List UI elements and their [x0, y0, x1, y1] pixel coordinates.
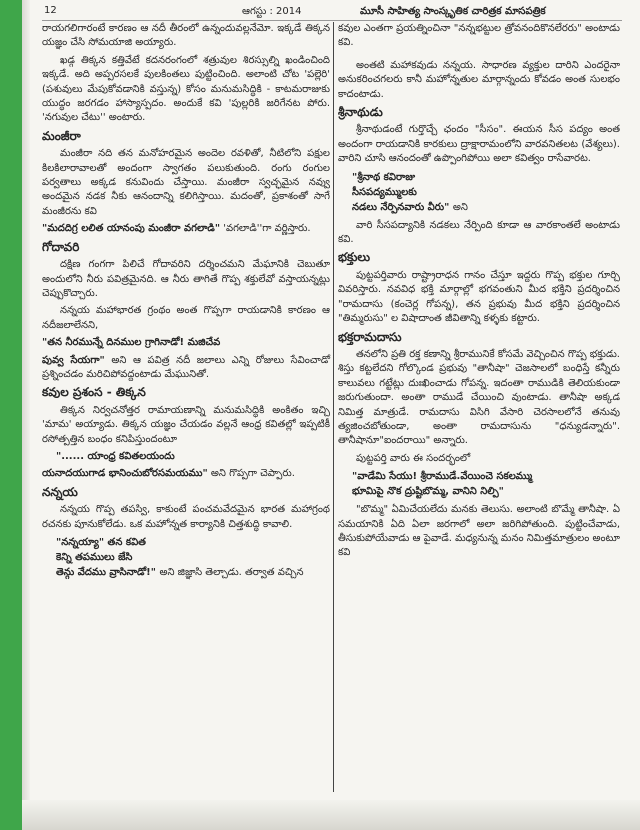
quote-line: "తన నీరమున్నే దినముల గ్రాగినాడో! మజిచేవ — [42, 337, 221, 349]
paragraph: "బొమ్మ" ఏమిచేయలేదు మనకు తెలుసు. అలాంటి బొమ్మే తానీషా. ఏ సమయానికి ఏది ఏలా జరగాలో అలా జరిగిపోతుంది. పుట్టించేవాడు, తీసుకుపోయేవాడు ఆ పైవాడే. మధ్యనున్న మనం నిమిత్తమాత్రులం అంటూ కవి — [338, 504, 620, 559]
quote-line: "...... యాంధ్ర కవితలయందు — [56, 450, 175, 462]
binding-edge — [22, 0, 30, 830]
issue-date: ఆగస్టు : 2014 — [242, 6, 302, 17]
section-heading-nannaya: నన్నయ — [42, 484, 78, 499]
quote-line — [42, 354, 330, 383]
poem-text: తెన్గు వేదము వ్రాసినాడో!" — [56, 567, 156, 578]
paragraph: పుట్టపర్తివారు రాష్ట్రారాధన గానం చేస్తూ ఇద్దరు గొప్ప భక్తుల గూర్చి వివరిస్తారు. నవవిధ భక్తి మార్గాల్లో భగవంతుని మీద భక్తిని ప్రదర్శించిన "రామదాసు (కంచెర్ల గోపన్న), తన ప్రభువు మీద భక్తిని ప్రదర్శించిన "తిమ్మరుసు" ల విషాదాంత జీవితాన్ని కళ్ళకు కట్టారు. — [338, 269, 620, 325]
poem-line: "శ్రీనాథ కవిరాజు — [352, 171, 416, 183]
paragraph: కవుల ఎంతగా ప్రయత్నించినా "నన్నభట్టుల త్రోవనందికొనలేరరు" అంటాడు కవి. — [338, 23, 620, 49]
poem-block — [352, 170, 620, 215]
paragraph: నన్నయ గొప్ప తపస్వి, కాకుంటే పంచమవేదమైన భారత మహాగ్రంథ రచనకు పూనుకోలేడు. ఒక మహోన్నత కార్యానికి చిత్తశుద్ధి కావాలి. — [42, 504, 330, 530]
running-header — [42, 4, 622, 21]
paragraph: వారి సీసపద్యానికి నడకలు నేర్పింది కూడా ఆ వారకాంతలే అంటాడు కవి. — [338, 219, 620, 246]
paragraph: తనలోని ప్రతి రక్త కణాన్ని శ్రీరామునికే కోసమే వెచ్చించిన గొప్ప భక్తుడు. శిస్తు కట్టలేదని గోల్కొండ ప్రభువు "తానీషా" చెజసాలలో బంధిస్తే కన్నీరు కాలువలు గట్టేట్లు దుఃఖించాడు గోపన్న. ఇదంతా రాముడికి తెలియకుండా జరుగుతుందా. అంతా రాముడే చేయించి వుంటాడు. తానీషా అక్కడ నిమిత్త మాత్రుడే. రామదాసు విసిగి వేసారి చెరసాలలోనే తనువు త్యజించబోతుండా, అంతా రామదాసును "ధన్యుడన్నారు". తానీషానూ"ఐందరాయి" అన్నారు. — [338, 348, 620, 447]
quote-line — [42, 222, 330, 236]
paragraph: అంతటి మహాకవుడు నన్నయ. సాధారణ వ్యక్తుల దారిని ఎందరైనా అనుకరించగలరు కానీ మహోన్నతుల మార్గాన్నందు కోవడం అంత సులభం కాదంటాడు. — [338, 59, 620, 100]
binding-spine — [0, 0, 22, 830]
paragraph: దక్షిణ గంగగా పిలిచే గోదావరిని దర్శించమని మేఘానికి చెబుతూ అందులోని నీరు పవిత్రమైనది. ఆ నీరు తాగితే గొప్ప శక్తులేవో వస్తాయన్నట్లు చెప్పుకొచ్చారు. — [42, 259, 330, 299]
poem-line — [352, 200, 620, 215]
poem-line: భూమిపై నొక ద్రుష్టిబొమ్మ, వానిని నిల్పి" — [352, 486, 504, 498]
poem-line: "వాడేమి సేయు! శ్రీరాముడే.వేయించె సకలమ్ము — [352, 471, 533, 483]
quote-tail: అని ఆ పవిత్ర నదీ జలాలు ఎన్ని రోజులు సేవించాడో ప్రశ్నించడం మరిచిపోవద్దంటాడు మేఘునితో. — [42, 354, 331, 380]
poem-tail: అని — [452, 201, 468, 213]
poem-line: "నన్నయ్యా" తన కవిత — [56, 537, 146, 548]
section-heading-manjira: మంజీరా — [42, 128, 81, 143]
quote-line — [42, 467, 330, 481]
right-column — [338, 22, 620, 564]
paragraph: మంజీరా నది తన మనోహరమైన అందెల రవళితో, నీటిలోని పక్షుల కిలకిలారావాలతో అందంగా స్వాగతం పలుకుతుంది. రంగు రంగుల పర్వతాలు అక్కడ కనువిందు చేస్తాయి. మంజీరా స్వచ్ఛమైన నవ్వు అందమైన నడక నీకు ఆనందాన్ని కలిగిస్తాయి. మదంతో, ప్రకాశంతో సాగే మంజీరను కవి — [42, 148, 330, 217]
paragraph: ఖడ్గ తిక్కన కత్తివేటే కదనరంగంలో శత్రువుల శిరస్సుల్ని ఖండించింది ఇక్కడే. అది అప్పరసలకే పులకింతలు పుట్టించింది. అలాంటి చోట 'పల్లెరి' (పశువులు మేపుకోవడానికి వస్తున్న) కోసం మనుమసిద్ధికి - కాటమరాజుకు యుద్ధం జరగడం హాస్యాస్పదం. అందుకే కవి 'పుల్లరికి జరిగేనట పోరు. 'నగువుల చేటు'' అంటారు. — [42, 54, 330, 124]
section-heading-godavari: గోదావరి — [42, 239, 80, 254]
poem-block — [352, 469, 620, 499]
quote-text: యనాదయుగాడ భానించుబోరసమయము" — [42, 468, 208, 480]
page-number: 12 — [44, 5, 57, 16]
paragraph: నన్నయ మహాభారత గ్రంథం అంత గొప్పగా రాయడానికి కారణం ఆ నదీజలాలేనని, — [42, 305, 330, 331]
page-bottom-shadow — [22, 800, 640, 830]
paragraph: పుట్టపర్తి వారు ఈ సందర్భంలో — [356, 452, 471, 464]
poem-line — [56, 565, 330, 580]
section-heading-bhaktaramadasu: భక్తరామదాసు — [338, 329, 402, 344]
quote-text: "మదదిగ్ర లలిత యానంపు మంజీరా వగలాడి" — [42, 223, 221, 235]
paragraph: తిక్కన నిర్వచనోత్తర రామాయణాన్ని మనుమసిద్ధికి అంకితం ఇచ్చి 'మామ' అయ్యాడు. తిక్కన యజ్ఞం చేయడం వల్లనే ఆంధ్ర కవితల్లో ఇప్పటికీ రసోత్పత్తిన బంధం కనిపిస్తుందంటూ — [42, 404, 330, 445]
quote-text: పువ్వ సేయగా" — [42, 354, 105, 366]
magazine-page — [42, 4, 622, 802]
left-column — [42, 22, 330, 584]
section-heading-srinatha: శ్రీనాథుడు — [338, 105, 383, 120]
poem-block — [56, 535, 330, 580]
magazine-title: మూసీ సాహిత్య సాంస్కృతిక చారిత్రక మాసపత్రిక — [360, 6, 546, 17]
section-heading-bhaktulu: భక్తులు — [338, 250, 371, 265]
quote-tail: 'వగలాడి''గా వర్ణిస్తారు. — [223, 223, 311, 235]
column-divider — [333, 22, 334, 792]
poem-line: కెన్ని తపములు జేసి — [56, 552, 133, 563]
section-heading-kavula: కవుల ప్రశంస - తిక్కన — [42, 385, 146, 400]
poem-tail: అని జిజ్ఞాసి తెల్చాడు. తర్వాత వచ్చిన — [159, 567, 304, 578]
paragraph: శ్రీనాథుడంటే గుర్తొచ్చే ఛందం "సీసం". ఈయన సీస పద్యం అంత అందంగా రాయడానికి కారకులు ద్రాక్షారామంలోని వారవనితలట (వేశ్యలు). వారిని చూసి ఆనందంతో ఉప్పొంగిపోయి అలా కవిత్వం రాసేవారట. — [338, 124, 620, 165]
quote-tail: అని గొప్పగా చెప్పారు. — [210, 468, 295, 480]
poem-text: నడలు నేర్పినవారు వీరు" — [352, 201, 450, 213]
poem-line: సీసపద్యమ్ములకు — [352, 186, 417, 198]
paragraph: రాయగలిగారంటే కారణం ఆ నదీ తీరంలో ఉన్నందువల్లనేమో. ఇక్కడే తిక్కన యజ్ఞం చేసి సోమయాజి అయ్యారు. — [42, 23, 330, 49]
